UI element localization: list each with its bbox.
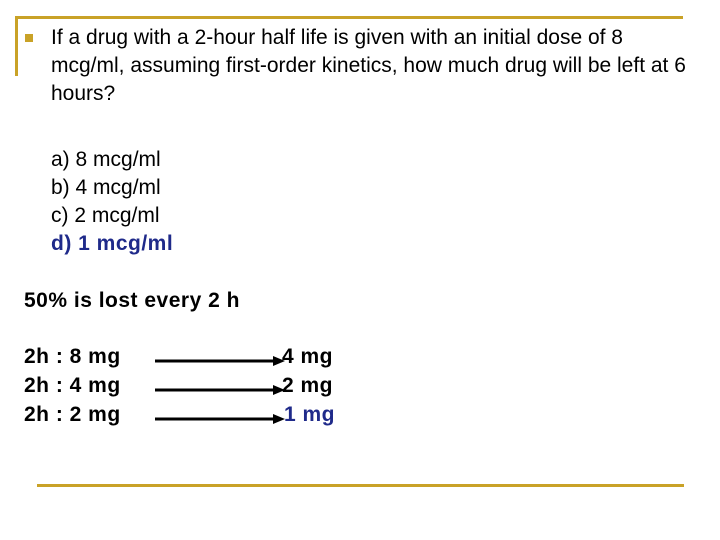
option-d-correct: d) 1 mcg/ml xyxy=(51,232,174,255)
decorative-top-rule xyxy=(15,16,683,19)
bullet-square-icon xyxy=(25,34,33,42)
option-b: b) 4 mcg/ml xyxy=(51,176,161,199)
question-text: If a drug with a 2-hour half life is given with an initial dose of 8 mcg/ml, assuming first-order kinetics, how much drug will be left at 6 hours? xyxy=(51,26,686,105)
step-to-final: 1 mg xyxy=(284,403,336,426)
right-arrow-icon xyxy=(155,385,285,395)
right-arrow-icon xyxy=(155,414,285,424)
answer-options xyxy=(51,146,173,258)
half-life-note: 50% is lost every 2 h xyxy=(24,289,240,312)
step-from: 2h : 4 mg xyxy=(24,374,121,397)
decorative-vertical-rule xyxy=(15,16,18,76)
step-from: 2h : 8 mg xyxy=(24,345,121,368)
decorative-bottom-rule xyxy=(37,484,684,487)
option-a: a) 8 mcg/ml xyxy=(51,148,161,171)
step-from: 2h : 2 mg xyxy=(24,403,121,426)
option-c: c) 2 mcg/ml xyxy=(51,204,160,227)
step-to: 2 mg xyxy=(282,374,334,397)
right-arrow-icon xyxy=(155,356,285,366)
step-to: 4 mg xyxy=(282,345,334,368)
